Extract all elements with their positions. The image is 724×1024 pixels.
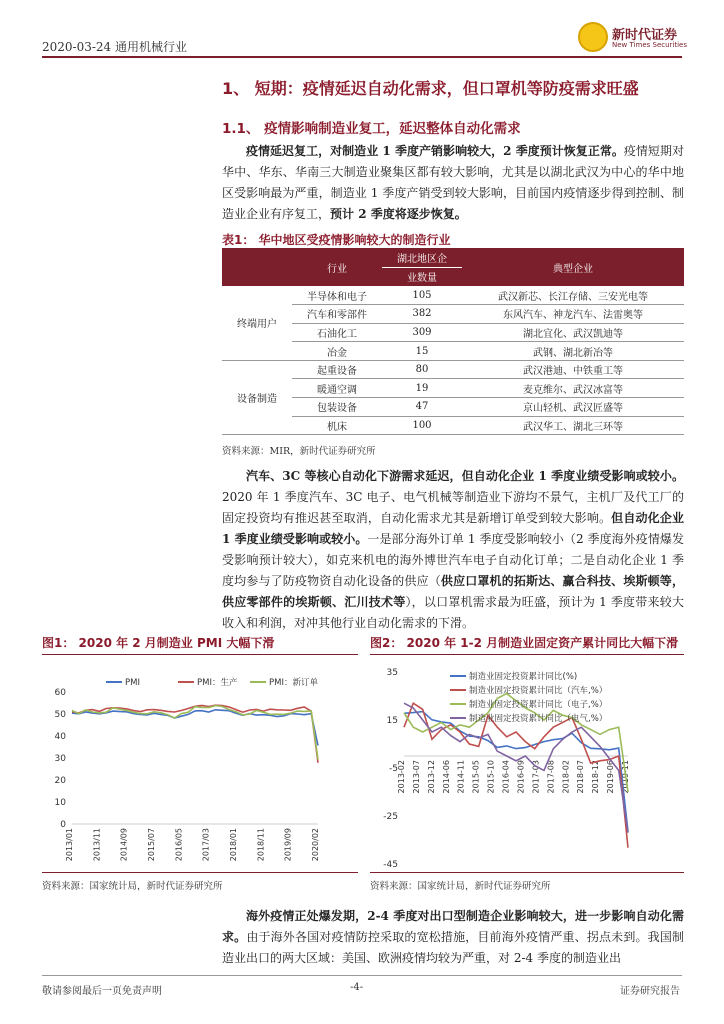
- cell-industry: 汽车和零部件: [292, 305, 382, 324]
- page-number: -4-: [350, 982, 364, 993]
- table-row: [222, 379, 684, 398]
- para2-body: 2020 年 1 季度汽车、3C 电子、电气机械等制造业下游均不景气，主机厂及代工厂的固定投资均有推迟甚至取消，自动化需求尤其是新增订单受到较大影响。: [222, 490, 684, 525]
- legend-label: 制造业固定投资累计同比（电气,%）: [469, 714, 608, 724]
- cell-company: 武钢、湖北新冶等: [462, 342, 684, 361]
- y-tick-label: 35: [386, 668, 398, 678]
- para2-emphasis2: 供应口罩机的拓斯达、赢合科技、埃斯顿等，供应零部件的埃斯顿、汇川技术等: [222, 574, 684, 609]
- series-line: [72, 710, 318, 746]
- table-row: [222, 305, 684, 324]
- cell-company: 武汉华工、湖北三环等: [462, 416, 684, 435]
- cell-count: 105: [382, 286, 462, 305]
- table-row: [222, 323, 684, 342]
- fai-chart: [370, 660, 684, 870]
- paragraph-3: [222, 906, 684, 969]
- para2-body3: ），以口罩机需求最为旺盛，预计为 1 季度带来较大收入和利润，对冲其他行业自动化需求的下滑。: [222, 595, 684, 630]
- x-tick-label: 2013/11: [92, 828, 102, 862]
- legend-label: PMI: [125, 678, 140, 688]
- legend-label: 制造业固定投资累计同比（电子,%）: [469, 700, 608, 710]
- paragraph-2: [222, 466, 684, 634]
- x-tick-label: 2017/03: [201, 828, 211, 862]
- section-heading: 1、 短期：疫情延迟自动化需求，但口罩机等防疫需求旺盛: [222, 79, 639, 98]
- legend-label: 制造业固定投资累计同比(%): [469, 672, 578, 682]
- y-tick-label: 15: [386, 716, 398, 726]
- cell-industry: 包装设备: [292, 398, 382, 417]
- cell-count: 309: [382, 323, 462, 342]
- industry-table: [222, 248, 684, 435]
- x-tick-label: 2013/01: [65, 828, 74, 862]
- cell-industry: 起重设备: [292, 360, 382, 379]
- pmi-chart: [42, 660, 358, 870]
- figure1-title: 图1： 2020 年 2 月制造业 PMI 大幅下滑: [42, 636, 275, 650]
- para1-conclusion: 预计 2 季度将逐步恢复。: [330, 207, 467, 221]
- cell-industry: 半导体和电子: [292, 286, 382, 305]
- y-tick-label: 10: [54, 798, 66, 808]
- cell-industry: 暖通空调: [292, 379, 382, 398]
- table-row: [222, 398, 684, 417]
- y-tick-label: 0: [60, 820, 66, 830]
- x-tick-label: 2013-02: [397, 760, 406, 794]
- figure2-rule: [370, 654, 684, 655]
- cell-count: 80: [382, 360, 462, 379]
- x-tick-label: 2020/02: [311, 828, 320, 862]
- col-hubei: 湖北地区企: [382, 248, 462, 267]
- y-tick-label: 50: [54, 710, 66, 720]
- table-source: 资料来源：MIR，新时代证券研究所: [222, 446, 376, 457]
- x-tick-label: 2015-10: [486, 760, 496, 794]
- x-tick-label: 2017-08: [546, 760, 556, 794]
- col-industry: 行业: [292, 248, 382, 286]
- cell-company: 湖北宜化、武汉凯迪等: [462, 323, 684, 342]
- footer-rule: [42, 975, 682, 976]
- figure2-bottom-rule: [370, 872, 684, 873]
- para2-body2: 一是部分海外订单 1 季度受影响较小（2 季度海外疫情爆发受影响预计较大），如克来机电的海外博世汽车电子自动化订单；二是自动化企业 1 季度均参与了防疫物资自动化设备的供应（: [222, 532, 685, 588]
- cell-count: 382: [382, 305, 462, 324]
- x-tick-label: 2019/09: [283, 828, 293, 862]
- group-label: 终端用户: [222, 286, 292, 360]
- group-label: 设备制造: [222, 360, 292, 434]
- x-tick-label: 2016-09: [516, 760, 526, 794]
- paragraph-1: [222, 141, 684, 225]
- x-tick-label: 2018-07: [576, 760, 586, 794]
- y-tick-label: -5: [389, 764, 398, 774]
- x-tick-label: 2013-12: [426, 760, 436, 794]
- x-tick-label: 2014-06: [441, 760, 451, 794]
- series-line: [72, 706, 318, 760]
- cell-count: 19: [382, 379, 462, 398]
- x-tick-label: 2018/01: [229, 828, 238, 862]
- cell-company: 东风汽车、神龙汽车、法雷奥等: [462, 305, 684, 324]
- para2-emphasis: 但自动化企业 1 季度业绩受影响或较小。: [222, 511, 684, 546]
- cell-industry: 石油化工: [292, 323, 382, 342]
- logo-sun-icon: [578, 22, 608, 52]
- table-row: [222, 342, 684, 361]
- x-tick-label: 2015-05: [471, 760, 481, 794]
- legend-label: PMI：新订单: [269, 678, 318, 688]
- logo-chinese: 新时代证券: [612, 28, 678, 43]
- y-tick-label: -45: [383, 860, 398, 870]
- para3-lead: 海外疫情正处爆发期，2-4 季度对出口型制造企业影响较大，进一步影响自动化需求。: [222, 909, 684, 944]
- footer-report-type: 证券研究报告: [620, 986, 680, 997]
- figure1-rule: [42, 654, 358, 655]
- y-tick-label: 40: [54, 732, 66, 742]
- figure2-title: 图2： 2020 年 1-2 月制造业固定资产累计同比大幅下滑: [370, 636, 679, 650]
- col-company: 典型企业: [462, 248, 684, 286]
- table-title: 表1： 华中地区受疫情影响较大的制造行业: [222, 233, 451, 247]
- x-tick-label: 2016-04: [501, 760, 511, 794]
- para2-lead: 汽车、3C 等核心自动化下游需求延迟，但自动化企业 1 季度业绩受影响或较小。: [246, 469, 684, 483]
- table-row: [222, 416, 684, 435]
- cell-count: 100: [382, 416, 462, 435]
- cell-industry: 冶金: [292, 342, 382, 361]
- x-tick-label: 2018-12: [591, 760, 601, 794]
- header-date-section: 2020-03-24 通用机械行业: [42, 40, 188, 54]
- x-tick-label: 2019-06: [606, 760, 616, 794]
- cell-company: 京山轻机、武汉匠盛等: [462, 398, 684, 417]
- cell-count: 15: [382, 342, 462, 361]
- para1-lead: 疫情延迟复工，对制造业 1 季度产销影响较大，2 季度预计恢复正常。: [246, 144, 624, 158]
- subsection-heading: 1.1、 疫情影响制造业复工，延迟整体自动化需求: [222, 121, 521, 137]
- figure1-source: 资料来源：国家统计局，新时代证券研究所: [42, 881, 223, 892]
- table-row: [222, 360, 684, 379]
- x-tick-label: 2018-02: [561, 760, 571, 794]
- cell-company: 武汉港迪、中铁重工等: [462, 360, 684, 379]
- figure1-bottom-rule: [42, 872, 358, 873]
- para3-body: 由于海外各国对疫情防控采取的宽松措施，目前海外疫情严重、拐点未到。我国制造业出口的两大区域：美国、欧洲疫情均较为严重，对 2-4 季度的制造业出: [222, 930, 684, 965]
- table-row: [222, 286, 684, 305]
- footer-disclaimer: 敬请参阅最后一页免责声明: [42, 986, 162, 997]
- x-tick-label: 2017-03: [531, 760, 541, 794]
- col-count: 业数量: [382, 267, 462, 286]
- y-tick-label: 60: [54, 688, 66, 698]
- cell-industry: 机床: [292, 416, 382, 435]
- cell-company: 麦克维尔、武汉冰富等: [462, 379, 684, 398]
- header-rule: [42, 56, 682, 58]
- logo-english: New Times Securities: [612, 41, 687, 49]
- y-tick-label: 30: [54, 754, 66, 764]
- y-tick-label: 20: [54, 776, 66, 786]
- y-tick-label: -25: [383, 812, 398, 822]
- cell-count: 47: [382, 398, 462, 417]
- para1-body: 疫情短期对华中、华东、华南三大制造业聚集区都有较大影响，尤其是以湖北武汉为中心的华中地区受影响最为严重，制造业 1 季度产销受到较大影响，目前国内疫情逐步得到控制、制造业企业有序复工，: [222, 144, 684, 221]
- x-tick-label: 2015/07: [147, 828, 156, 862]
- x-tick-label: 2013-07: [411, 760, 421, 794]
- brand-logo: [578, 22, 688, 52]
- legend-label: PMI：生产: [197, 678, 238, 688]
- x-tick-label: 2016/05: [174, 828, 184, 862]
- x-tick-label: 2014/09: [119, 828, 129, 862]
- cell-company: 武汉新芯、长江存储、三安光电等: [462, 286, 684, 305]
- legend-label: 制造业固定投资累计同比（汽车,%）: [469, 686, 608, 696]
- x-tick-label: 2018/11: [256, 828, 266, 862]
- x-tick-label: 2019-11: [621, 760, 630, 794]
- figure2-source: 资料来源：国家统计局，新时代证券研究所: [370, 881, 551, 892]
- x-tick-label: 2014-11: [456, 760, 466, 794]
